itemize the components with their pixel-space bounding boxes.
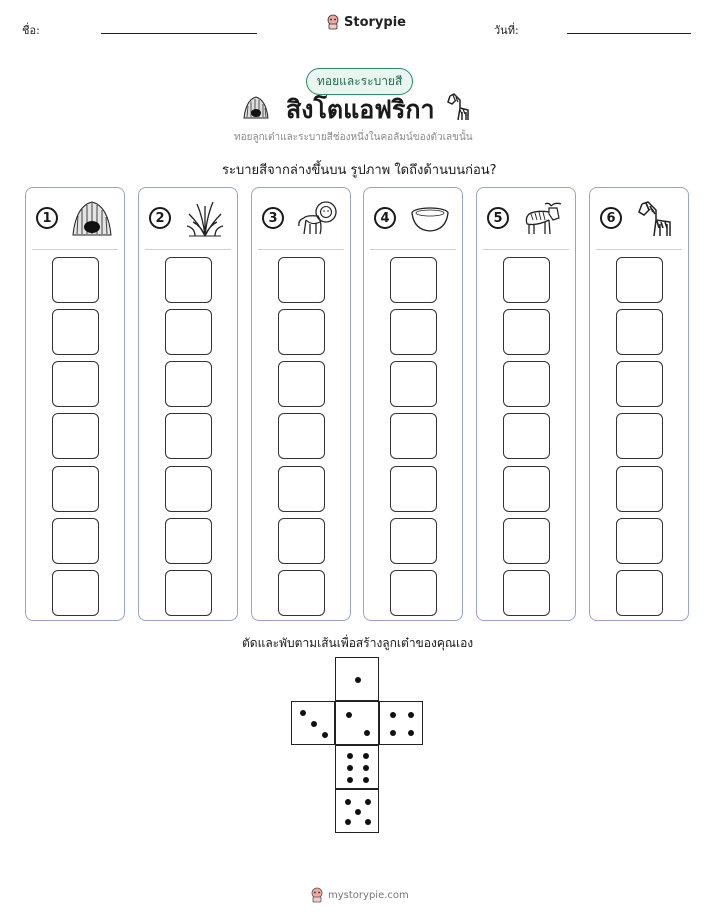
column-6 [589, 187, 689, 621]
color-box[interactable] [52, 466, 99, 512]
cave-icon [242, 94, 270, 120]
die-pip [347, 753, 353, 759]
column-number: 5 [487, 207, 509, 229]
column-header [364, 188, 462, 248]
column-number: 3 [262, 207, 284, 229]
column-5 [476, 187, 576, 621]
color-box[interactable] [52, 570, 99, 616]
die-pip [408, 730, 414, 736]
brand-name: Storypie [344, 14, 406, 30]
column-header [252, 188, 350, 248]
zebra-icon [444, 92, 472, 122]
column-divider [145, 249, 231, 250]
color-box[interactable] [278, 466, 325, 512]
page-title: สิงโตแอฟริกา [286, 95, 435, 124]
color-box[interactable] [503, 413, 550, 459]
column-number: 4 [374, 207, 396, 229]
column-header [139, 188, 237, 248]
footer-site[interactable]: mystorypie.com [328, 889, 409, 901]
color-box[interactable] [616, 466, 663, 512]
color-box[interactable] [165, 518, 212, 564]
die-pip [345, 799, 351, 805]
column-divider [483, 249, 569, 250]
date-line[interactable] [567, 33, 691, 34]
die-pip [408, 712, 414, 718]
column-divider [370, 249, 456, 250]
column-4 [363, 187, 463, 621]
die-pip [347, 765, 353, 771]
color-box[interactable] [278, 413, 325, 459]
die-pip [364, 730, 370, 736]
color-box[interactable] [503, 361, 550, 407]
column-header [590, 188, 688, 248]
color-box[interactable] [165, 309, 212, 355]
color-box[interactable] [52, 413, 99, 459]
color-box[interactable] [503, 309, 550, 355]
column-header [26, 188, 124, 248]
name-label: ชื่อ: [22, 24, 40, 37]
storypie-mascot-icon [326, 14, 340, 30]
color-box[interactable] [165, 413, 212, 459]
column-divider [258, 249, 344, 250]
wildebeest-icon [521, 198, 565, 238]
die-face-4 [379, 701, 423, 745]
activity-tag: ทอยและระบายสี [306, 68, 413, 95]
die-pip [363, 765, 369, 771]
color-box[interactable] [390, 413, 437, 459]
column-divider [596, 249, 682, 250]
die-pip [365, 819, 371, 825]
column-number: 6 [600, 207, 622, 229]
color-box[interactable] [503, 466, 550, 512]
brand-logo [326, 14, 406, 30]
die-pip [355, 677, 361, 683]
die-pip [322, 732, 328, 738]
die-face-2 [335, 701, 379, 745]
cave-icon [70, 198, 114, 238]
name-line[interactable] [101, 33, 257, 34]
die-pip [363, 753, 369, 759]
die-pip [345, 819, 351, 825]
color-box[interactable] [390, 309, 437, 355]
color-box[interactable] [165, 361, 212, 407]
die-pip [300, 710, 306, 716]
instructions: ทอยลูกเต๋าและระบายสีช่องหนึ่งในคอลัมน์ของตัวเลขนั้น [234, 132, 473, 143]
column-3 [251, 187, 351, 621]
color-box[interactable] [165, 466, 212, 512]
color-box[interactable] [278, 309, 325, 355]
zebra-icon [634, 198, 678, 238]
die-face-1 [335, 657, 379, 701]
color-box[interactable] [278, 361, 325, 407]
cut-instruction: ตัดและพับตามเส้นเพื่อสร้างลูกเต๋าของคุณเอง [242, 636, 474, 650]
column-1 [25, 187, 125, 621]
date-label: วันที่: [494, 24, 519, 37]
color-box[interactable] [503, 257, 550, 303]
color-box[interactable] [503, 518, 550, 564]
die-pip [355, 809, 361, 815]
color-box[interactable] [616, 518, 663, 564]
die-pip [365, 799, 371, 805]
color-box[interactable] [52, 309, 99, 355]
color-box[interactable] [278, 570, 325, 616]
color-box[interactable] [390, 570, 437, 616]
color-box[interactable] [390, 257, 437, 303]
color-box[interactable] [390, 361, 437, 407]
color-box[interactable] [503, 570, 550, 616]
column-divider [32, 249, 118, 250]
storypie-mascot-icon [310, 887, 324, 903]
color-box[interactable] [52, 518, 99, 564]
color-box[interactable] [616, 309, 663, 355]
color-box[interactable] [616, 570, 663, 616]
color-box[interactable] [390, 466, 437, 512]
die-face-6 [335, 745, 379, 789]
color-box[interactable] [52, 257, 99, 303]
die-face-5 [335, 789, 379, 833]
question: ระบายสีจากล่างขึ้นบน รูปภาพ ใดถึงด้านบนก่อน? [222, 163, 497, 178]
color-box[interactable] [52, 361, 99, 407]
color-box[interactable] [165, 257, 212, 303]
grass-icon [183, 198, 227, 238]
die-pip [346, 712, 352, 718]
die-face-3 [291, 701, 335, 745]
lion-icon [296, 198, 340, 238]
bowl-icon [408, 198, 452, 238]
color-box[interactable] [278, 518, 325, 564]
color-box[interactable] [616, 413, 663, 459]
column-2 [138, 187, 238, 621]
die-pip [347, 777, 353, 783]
footer [310, 887, 409, 903]
color-box[interactable] [390, 518, 437, 564]
die-pip [311, 721, 317, 727]
color-box[interactable] [165, 570, 212, 616]
color-box[interactable] [616, 257, 663, 303]
column-number: 2 [149, 207, 171, 229]
die-pip [363, 777, 369, 783]
column-number: 1 [36, 207, 58, 229]
die-pip [390, 730, 396, 736]
color-box[interactable] [616, 361, 663, 407]
die-pip [390, 712, 396, 718]
column-header [477, 188, 575, 248]
color-box[interactable] [278, 257, 325, 303]
